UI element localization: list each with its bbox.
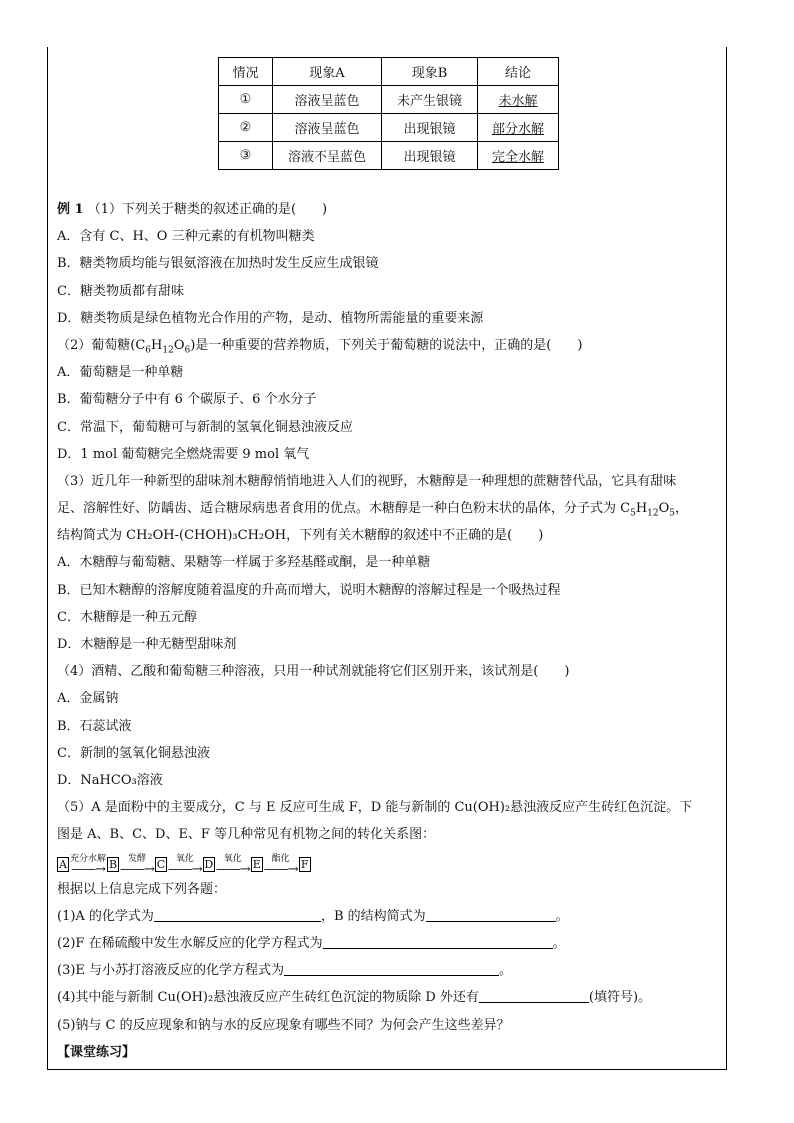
flow-arrow-label: 酯化 [271,853,290,864]
flow-node: F [299,857,311,872]
flow-arrow-label: 充分水解 [70,853,107,864]
example-label: 例 1 [57,202,84,217]
flow-arrow [168,854,202,876]
subscript: 5 [669,508,676,519]
text: ， [675,501,689,517]
text: (4)其中能与新制 Cu(OH)₂悬浊液反应产生砖红色沉淀的物质除 D 外还有 [57,990,479,1006]
option: D．NaHCO₃溶液 [57,772,163,788]
table-cell: 出现银镜 [382,142,478,170]
table-cell: 出现银镜 [382,114,478,142]
option: D．木糖醇是一种无糖型甜味剂 [57,637,237,652]
option: D．1 mol 葡萄糖完全燃烧需要 9 mol 氧气 [57,446,310,462]
text: (1)A 的化学式为 [57,908,154,924]
arrow-icon: ——→ [263,861,298,877]
arrow-icon: ——→ [215,861,250,877]
arrow-icon: ——→ [71,861,105,877]
text: (填符号)。 [588,990,652,1006]
text: （2）葡萄糖(C [57,337,146,353]
option: B．石蕊试液 [57,718,132,734]
question-5-stem-line: 图是 A、B、C、D、E、F 等几种常见有机物之间的转化关系图： [57,827,436,843]
text: (3)E 与小苏打溶液反应的化学方程式为 [57,963,285,979]
answer-blank[interactable] [479,988,589,1003]
question-5-stem-line: （5）A 是面粉中的主要成分，C 与 E 反应可生成 F，D 能与新制的 Cu(OH)₂悬浊液反应产生砖红色沉淀。下 [57,800,693,816]
table-cell: 溶液呈蓝色 [273,114,382,142]
flow-arrow-label: 氧化 [175,853,194,864]
question-text: （1）下列关于糖类的叙述正确的是( ) [87,202,328,217]
text: 。 [499,963,513,979]
flow-node: C [156,857,166,871]
text: ，B 的结构简式为 [320,908,426,924]
option: A．木糖醇与葡萄糖、果糖等一样属于多羟基醛或酮，是一种单糖 [57,555,431,571]
text: O [658,501,670,517]
flow-arrow-label: 发酵 [127,853,146,864]
option: A．含有 C、H、O 三种元素的有机物叫糖类 [57,229,315,245]
text: (2)F 在稀硫酸中发生水解反应的化学方程式为 [57,936,323,952]
text: )是一种重要的营养物质，下列关于葡萄糖的说法中，正确的是( ) [190,337,583,353]
section-title: 【课堂练习】 [57,1044,136,1060]
text: 足、溶解性好、防龋齿、适合糖尿病患者食用的优点。木糖醇是一种白色粉末状的晶体，分子式为 C [57,501,631,517]
text: 。 [555,908,569,924]
table-cell: 溶液呈蓝色 [273,86,382,114]
table-row [219,142,559,170]
arrow-icon: ——→ [120,861,154,877]
option: C．新制的氢氧化铜悬浊液 [57,745,210,761]
option: A．金属钠 [57,691,119,707]
flow-node: E [252,857,261,871]
flow-arrow [264,854,298,876]
flow-arrow [120,854,154,876]
option: C．糖类物质都有甜味 [57,283,184,299]
question-3-stem-line [57,495,722,522]
flow-arrow [216,854,250,876]
table-cell: 溶液不呈蓝色 [273,142,382,170]
answer-blank[interactable] [426,907,556,922]
answer-blank[interactable] [284,961,499,976]
subscript: 12 [162,345,174,356]
subscript: 6 [145,345,152,356]
table-cell: ① [219,86,273,114]
flow-arrow [70,854,106,876]
table-header: 现象A [273,58,382,86]
flow-node: B [108,857,118,871]
sub-question-1 [57,903,722,930]
flow-node: A [57,857,69,872]
answer-blank[interactable] [154,907,321,922]
sub-question-3 [57,957,722,984]
question-5-intro: 根据以上信息完成下列各题： [57,881,227,897]
table-cell: ② [219,114,273,142]
option: B．已知木糖醇的溶解度随着温度的升高而增大，说明木糖醇的溶解过程是一个吸热过程 [57,582,561,598]
text: O [173,337,185,353]
conversion-flow-diagram [57,849,722,876]
option: C．木糖醇是一种五元醇 [57,609,197,625]
option: A．葡萄糖是一种单糖 [57,365,184,381]
answer-blank[interactable] [323,934,553,949]
option: B．糖类物质均能与银氨溶液在加热时发生反应生成银镜 [57,256,379,272]
flow-arrow-label: 氧化 [223,853,242,864]
question-2-stem [57,332,722,359]
question-3-stem-line: 结构简式为 CH₂OH-(CHOH)₃CH₂OH，下列有关木糖醇的叙述中不正确的是( ) [57,528,544,544]
subscript: 6 [184,345,191,356]
flow-node: D [204,857,214,871]
question-4-stem: （4）酒精、乙酸和葡萄糖三种溶液，只用一种试剂就能将它们区别开来，该试剂是( ) [57,664,570,680]
text: 。 [552,936,566,952]
hydrolysis-result-table [218,57,559,170]
table-header-row [219,58,559,86]
table-cell: ③ [219,142,273,170]
table-row [219,114,559,142]
option: C．常温下，葡萄糖可与新制的氢氧化铜悬浊液反应 [57,419,353,435]
option: D．糖类物质是绿色植物光合作用的产物，是动、植物所需能量的重要来源 [57,310,484,326]
table-cell: 未产生银镜 [382,86,478,114]
text: H [151,337,163,353]
arrow-icon: ——→ [167,861,202,877]
text: H [635,501,648,517]
subscript: 5 [630,508,636,519]
sub-question-4 [57,984,722,1011]
example-content [57,196,722,1066]
table-row [219,86,559,114]
question-1-stem [57,196,722,223]
table-header: 情况 [219,58,273,86]
sub-question-2 [57,930,722,957]
table-header: 结论 [478,58,559,86]
table-cell-conclusion: 部分水解 [478,114,559,142]
table-cell-conclusion: 未水解 [478,86,559,114]
question-3-stem-line: （3）近几年一种新型的甜味剂木糖醇悄悄地进入人们的视野，木糖醇是一种理想的蔗糖替代品，它具有甜味 [57,473,677,489]
option: B．葡萄糖分子中有 6 个碳原子、6 个水分子 [57,392,317,408]
subscript: 12 [647,508,659,519]
sub-question-5: (5)钠与 C 的反应现象和钠与水的反应现象有哪些不同？为何会产生这些差异？ [57,1017,510,1033]
table-header: 现象B [382,58,478,86]
table-cell-conclusion: 完全水解 [478,142,559,170]
